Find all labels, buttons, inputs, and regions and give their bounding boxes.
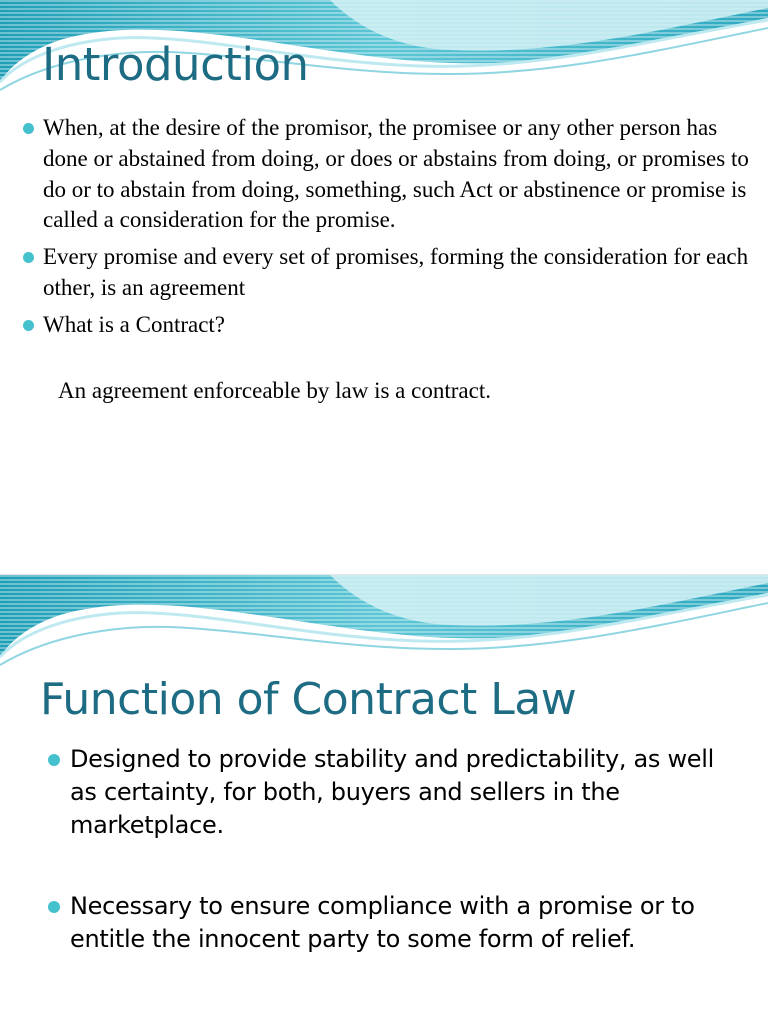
bullet-icon <box>48 901 60 913</box>
bullet-text: What is a Contract? <box>43 311 226 337</box>
bullet-text: When, at the desire of the promisor, the promisee or any other person has done or abstained from doing, or does or abstains from doing, or promises to do or to abstain from doing, something, such Act or abstinence or promise is called a consideration for the promise. <box>43 115 749 233</box>
bullet-icon <box>48 754 60 766</box>
slide-title: Function of Contract Law <box>40 674 577 725</box>
header-wave-decoration <box>0 575 768 675</box>
bullet-list <box>47 743 737 1004</box>
bullet-text: Designed to provide stability and predictability, as well as certainty, for both, buyers and sellers in the marketplace. <box>70 745 714 839</box>
slide-function-of-contract-law <box>0 575 768 1024</box>
list-item <box>47 743 737 842</box>
bullet-text: Every promise and every set of promises, forming the consideration for each other, is an agreement <box>43 244 749 300</box>
contract-definition: An agreement enforceable by law is a contract. <box>58 378 491 403</box>
bullet-text: Necessary to ensure compliance with a promise or to entitle the innocent party to some form of relief. <box>70 892 695 953</box>
bullet-icon <box>23 252 34 263</box>
bullet-icon <box>23 123 34 134</box>
bullet-icon <box>23 320 34 331</box>
list-item <box>22 310 752 341</box>
list-item <box>47 890 737 956</box>
list-item <box>22 242 752 304</box>
list-item <box>22 113 752 236</box>
bullet-list <box>22 113 752 347</box>
slide-title: Introduction <box>42 38 309 91</box>
